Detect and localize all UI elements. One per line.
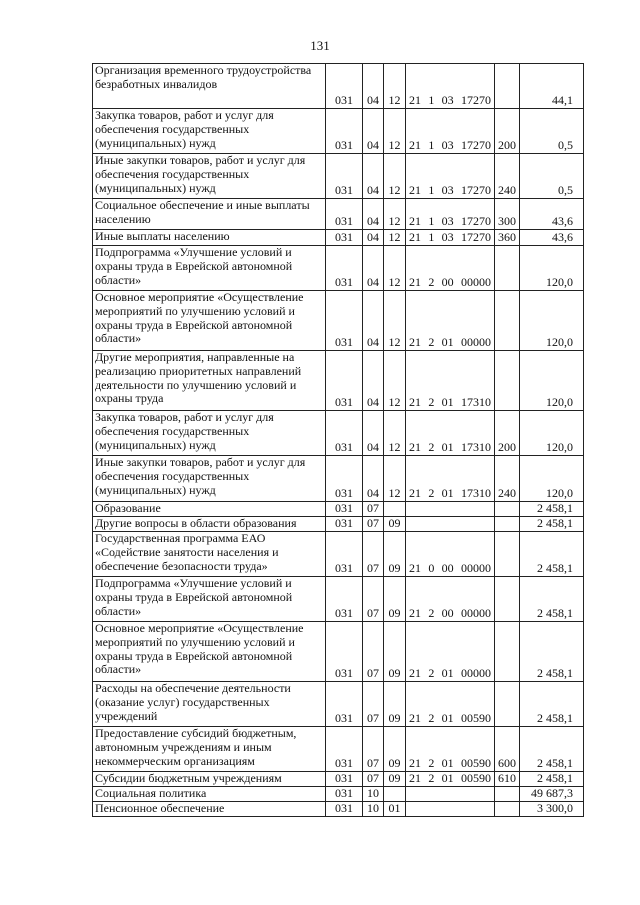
row-ved-code: 031	[326, 682, 363, 727]
row-subsection-code: 12	[384, 456, 406, 502]
row-section-code: 07	[363, 727, 384, 772]
table-row	[93, 787, 584, 802]
budget-table-body	[93, 64, 584, 817]
row-target-code	[406, 622, 495, 682]
row-ved-code: 031	[326, 199, 363, 230]
row-amount: 120,0	[520, 246, 584, 291]
row-section-code: 07	[363, 682, 384, 727]
target-code-part: 1	[428, 138, 435, 153]
row-ved-code: 031	[326, 411, 363, 456]
row-section-code: 04	[363, 411, 384, 456]
table-row	[93, 154, 584, 199]
row-subsection-code: 12	[384, 109, 406, 154]
row-expense-type-code	[495, 802, 520, 817]
row-expense-type-code: 300	[495, 199, 520, 230]
row-amount: 120,0	[520, 351, 584, 411]
target-code-part: 01	[441, 756, 454, 771]
target-code-part: 2	[428, 606, 435, 621]
row-expense-type-code: 360	[495, 230, 520, 246]
target-code-part: 01	[441, 711, 454, 726]
row-amount: 120,0	[520, 291, 584, 351]
row-subsection-code: 12	[384, 411, 406, 456]
row-amount: 2 458,1	[520, 772, 584, 787]
row-expense-type-code	[495, 577, 520, 622]
target-code-part: 01	[441, 395, 454, 410]
row-ved-code: 031	[326, 154, 363, 199]
row-name: Организация временного трудоустройства безработных инвалидов	[93, 64, 326, 109]
target-code-part: 01	[441, 771, 454, 786]
row-section-code: 07	[363, 622, 384, 682]
target-code-part: 00590	[460, 771, 491, 786]
target-code-part: 21	[409, 214, 421, 229]
target-code-part: 00000	[460, 275, 491, 290]
row-section-code: 04	[363, 456, 384, 502]
target-code-part: 21	[409, 440, 421, 455]
table-row	[93, 517, 584, 532]
target-code-part: 2	[428, 335, 435, 350]
target-code-part: 17270	[460, 138, 491, 153]
target-code-part: 17270	[460, 183, 491, 198]
target-code-part: 2	[428, 711, 435, 726]
row-expense-type-code	[495, 502, 520, 517]
table-row	[93, 411, 584, 456]
target-code-part: 21	[409, 395, 421, 410]
row-name: Закупка товаров, работ и услуг для обеспечения государственных (муниципальных) нужд	[93, 411, 326, 456]
row-ved-code: 031	[326, 517, 363, 532]
table-row	[93, 532, 584, 577]
table-row	[93, 802, 584, 817]
target-code-part: 21	[409, 666, 421, 681]
row-amount: 49 687,3	[520, 787, 584, 802]
row-target-code	[406, 411, 495, 456]
table-row	[93, 199, 584, 230]
row-name: Подпрограмма «Улучшение условий и охраны труда в Еврейской автономной области»	[93, 577, 326, 622]
target-code-part: 21	[409, 138, 421, 153]
row-expense-type-code: 240	[495, 154, 520, 199]
table-row	[93, 622, 584, 682]
target-code-part: 01	[441, 486, 454, 501]
row-section-code: 04	[363, 230, 384, 246]
target-code-part: 21	[409, 335, 421, 350]
row-section-code: 04	[363, 291, 384, 351]
target-code-part: 2	[428, 275, 435, 290]
table-row	[93, 64, 584, 109]
row-subsection-code: 12	[384, 351, 406, 411]
row-name: Расходы на обеспечение деятельности (оказание услуг) государственных учреждений	[93, 682, 326, 727]
row-name: Предоставление субсидий бюджетным, автономным учреждениям и иным некоммерческим организациям	[93, 727, 326, 772]
row-expense-type-code	[495, 787, 520, 802]
row-target-code	[406, 64, 495, 109]
row-target-code	[406, 230, 495, 246]
table-row	[93, 727, 584, 772]
target-code-part: 03	[441, 214, 454, 229]
table-row	[93, 246, 584, 291]
row-ved-code: 031	[326, 64, 363, 109]
target-code-part: 00	[441, 561, 454, 576]
row-ved-code: 031	[326, 291, 363, 351]
row-name: Основное мероприятие «Осуществление мероприятий по улучшению условий и охраны труда в Еврейской автономной области»	[93, 622, 326, 682]
row-section-code: 04	[363, 246, 384, 291]
target-code-part: 1	[428, 183, 435, 198]
target-code-part: 01	[441, 335, 454, 350]
row-name: Социальное обеспечение и иные выплаты населению	[93, 199, 326, 230]
table-row	[93, 351, 584, 411]
target-code-part: 00000	[460, 561, 491, 576]
row-name: Другие мероприятия, направленные на реализацию приоритетных направлений деятельности по улучшению условий и охраны труда	[93, 351, 326, 411]
target-code-part: 2	[428, 486, 435, 501]
row-subsection-code: 01	[384, 802, 406, 817]
row-amount: 43,6	[520, 199, 584, 230]
row-target-code	[406, 246, 495, 291]
row-amount: 2 458,1	[520, 727, 584, 772]
row-amount: 2 458,1	[520, 502, 584, 517]
row-target-code	[406, 199, 495, 230]
target-code-part: 21	[409, 756, 421, 771]
row-name: Иные выплаты населению	[93, 230, 326, 246]
row-section-code: 04	[363, 199, 384, 230]
row-expense-type-code: 240	[495, 456, 520, 502]
row-name: Иные закупки товаров, работ и услуг для обеспечения государственных (муниципальных) нужд	[93, 456, 326, 502]
target-code-part: 17270	[460, 93, 491, 108]
row-amount: 44,1	[520, 64, 584, 109]
row-subsection-code: 12	[384, 199, 406, 230]
target-code-part: 1	[428, 93, 435, 108]
row-amount: 3 300,0	[520, 802, 584, 817]
row-expense-type-code	[495, 622, 520, 682]
target-code-part: 0	[428, 561, 435, 576]
row-subsection-code: 12	[384, 291, 406, 351]
row-amount: 2 458,1	[520, 532, 584, 577]
table-row	[93, 577, 584, 622]
row-target-code	[406, 109, 495, 154]
row-subsection-code: 09	[384, 532, 406, 577]
target-code-part: 01	[441, 666, 454, 681]
row-subsection-code: 09	[384, 622, 406, 682]
target-code-part: 00	[441, 275, 454, 290]
row-expense-type-code: 610	[495, 772, 520, 787]
row-subsection-code	[384, 502, 406, 517]
row-section-code: 07	[363, 772, 384, 787]
row-expense-type-code	[495, 246, 520, 291]
row-expense-type-code	[495, 682, 520, 727]
target-code-part: 03	[441, 138, 454, 153]
target-code-part: 01	[441, 440, 454, 455]
target-code-part: 00590	[460, 756, 491, 771]
row-subsection-code: 09	[384, 577, 406, 622]
row-target-code	[406, 351, 495, 411]
row-ved-code: 031	[326, 246, 363, 291]
row-ved-code: 031	[326, 577, 363, 622]
row-amount: 120,0	[520, 456, 584, 502]
row-section-code: 10	[363, 787, 384, 802]
row-target-code	[406, 532, 495, 577]
target-code-part: 21	[409, 275, 421, 290]
row-target-code	[406, 727, 495, 772]
row-ved-code: 031	[326, 532, 363, 577]
row-ved-code: 031	[326, 230, 363, 246]
row-section-code: 04	[363, 64, 384, 109]
row-ved-code: 031	[326, 772, 363, 787]
target-code-part: 21	[409, 711, 421, 726]
row-amount: 120,0	[520, 411, 584, 456]
target-code-part: 00	[441, 606, 454, 621]
row-subsection-code: 09	[384, 727, 406, 772]
row-section-code: 10	[363, 802, 384, 817]
target-code-part: 17310	[460, 440, 491, 455]
target-code-part: 03	[441, 93, 454, 108]
row-section-code: 07	[363, 577, 384, 622]
target-code-part: 21	[409, 183, 421, 198]
row-subsection-code: 12	[384, 64, 406, 109]
target-code-part: 00000	[460, 606, 491, 621]
table-row	[93, 682, 584, 727]
table-row	[93, 502, 584, 517]
target-code-part: 00000	[460, 335, 491, 350]
row-expense-type-code	[495, 532, 520, 577]
row-section-code: 07	[363, 532, 384, 577]
row-subsection-code: 12	[384, 154, 406, 199]
row-name: Другие вопросы в области образования	[93, 517, 326, 532]
row-subsection-code: 12	[384, 230, 406, 246]
row-target-code	[406, 772, 495, 787]
row-subsection-code: 09	[384, 772, 406, 787]
target-code-part: 17310	[460, 395, 491, 410]
table-row	[93, 456, 584, 502]
row-ved-code: 031	[326, 502, 363, 517]
row-subsection-code: 09	[384, 682, 406, 727]
row-target-code	[406, 802, 495, 817]
row-expense-type-code	[495, 64, 520, 109]
row-subsection-code: 12	[384, 246, 406, 291]
target-code-part: 2	[428, 440, 435, 455]
row-section-code: 07	[363, 502, 384, 517]
row-target-code	[406, 787, 495, 802]
row-expense-type-code: 600	[495, 727, 520, 772]
target-code-part: 2	[428, 666, 435, 681]
table-row	[93, 230, 584, 246]
row-expense-type-code	[495, 517, 520, 532]
row-name: Закупка товаров, работ и услуг для обеспечения государственных (муниципальных) нужд	[93, 109, 326, 154]
target-code-part: 1	[428, 230, 435, 245]
page-number: 131	[310, 38, 330, 53]
row-section-code: 07	[363, 517, 384, 532]
row-expense-type-code	[495, 351, 520, 411]
row-name: Субсидии бюджетным учреждениям	[93, 772, 326, 787]
row-section-code: 04	[363, 351, 384, 411]
row-target-code	[406, 456, 495, 502]
row-ved-code: 031	[326, 456, 363, 502]
target-code-part: 2	[428, 395, 435, 410]
target-code-part: 03	[441, 230, 454, 245]
target-code-part: 21	[409, 230, 421, 245]
target-code-part: 2	[428, 756, 435, 771]
row-target-code	[406, 517, 495, 532]
row-name: Иные закупки товаров, работ и услуг для обеспечения государственных (муниципальных) нужд	[93, 154, 326, 199]
budget-table	[92, 63, 584, 817]
row-target-code	[406, 577, 495, 622]
target-code-part: 2	[428, 771, 435, 786]
row-target-code	[406, 154, 495, 199]
target-code-part: 1	[428, 214, 435, 229]
row-name: Образование	[93, 502, 326, 517]
row-name: Государственная программа ЕАО «Содействие занятости населения и обеспечение безопасности труда»	[93, 532, 326, 577]
row-amount: 2 458,1	[520, 517, 584, 532]
row-amount: 2 458,1	[520, 577, 584, 622]
table-row	[93, 772, 584, 787]
table-row	[93, 109, 584, 154]
row-name: Пенсионное обеспечение	[93, 802, 326, 817]
target-code-part: 00000	[460, 666, 491, 681]
row-expense-type-code: 200	[495, 109, 520, 154]
target-code-part: 03	[441, 183, 454, 198]
table-row	[93, 291, 584, 351]
row-amount: 2 458,1	[520, 622, 584, 682]
row-subsection-code: 09	[384, 517, 406, 532]
target-code-part: 00590	[460, 711, 491, 726]
row-section-code: 04	[363, 109, 384, 154]
row-amount: 43,6	[520, 230, 584, 246]
row-expense-type-code: 200	[495, 411, 520, 456]
row-amount: 0,5	[520, 109, 584, 154]
row-name: Подпрограмма «Улучшение условий и охраны труда в Еврейской автономной области»	[93, 246, 326, 291]
target-code-part: 17270	[460, 230, 491, 245]
row-ved-code: 031	[326, 802, 363, 817]
row-name: Социальная политика	[93, 787, 326, 802]
target-code-part: 21	[409, 771, 421, 786]
target-code-part: 17270	[460, 214, 491, 229]
row-amount: 2 458,1	[520, 682, 584, 727]
row-ved-code: 031	[326, 109, 363, 154]
target-code-part: 21	[409, 486, 421, 501]
row-target-code	[406, 682, 495, 727]
row-name: Основное мероприятие «Осуществление мероприятий по улучшению условий и охраны труда в Еврейской автономной области»	[93, 291, 326, 351]
row-ved-code: 031	[326, 787, 363, 802]
row-section-code: 04	[363, 154, 384, 199]
row-subsection-code	[384, 787, 406, 802]
row-ved-code: 031	[326, 351, 363, 411]
row-target-code	[406, 502, 495, 517]
row-ved-code: 031	[326, 727, 363, 772]
target-code-part: 21	[409, 561, 421, 576]
row-target-code	[406, 291, 495, 351]
row-amount: 0,5	[520, 154, 584, 199]
row-ved-code: 031	[326, 622, 363, 682]
target-code-part: 21	[409, 93, 421, 108]
row-expense-type-code	[495, 291, 520, 351]
target-code-part: 21	[409, 606, 421, 621]
target-code-part: 17310	[460, 486, 491, 501]
